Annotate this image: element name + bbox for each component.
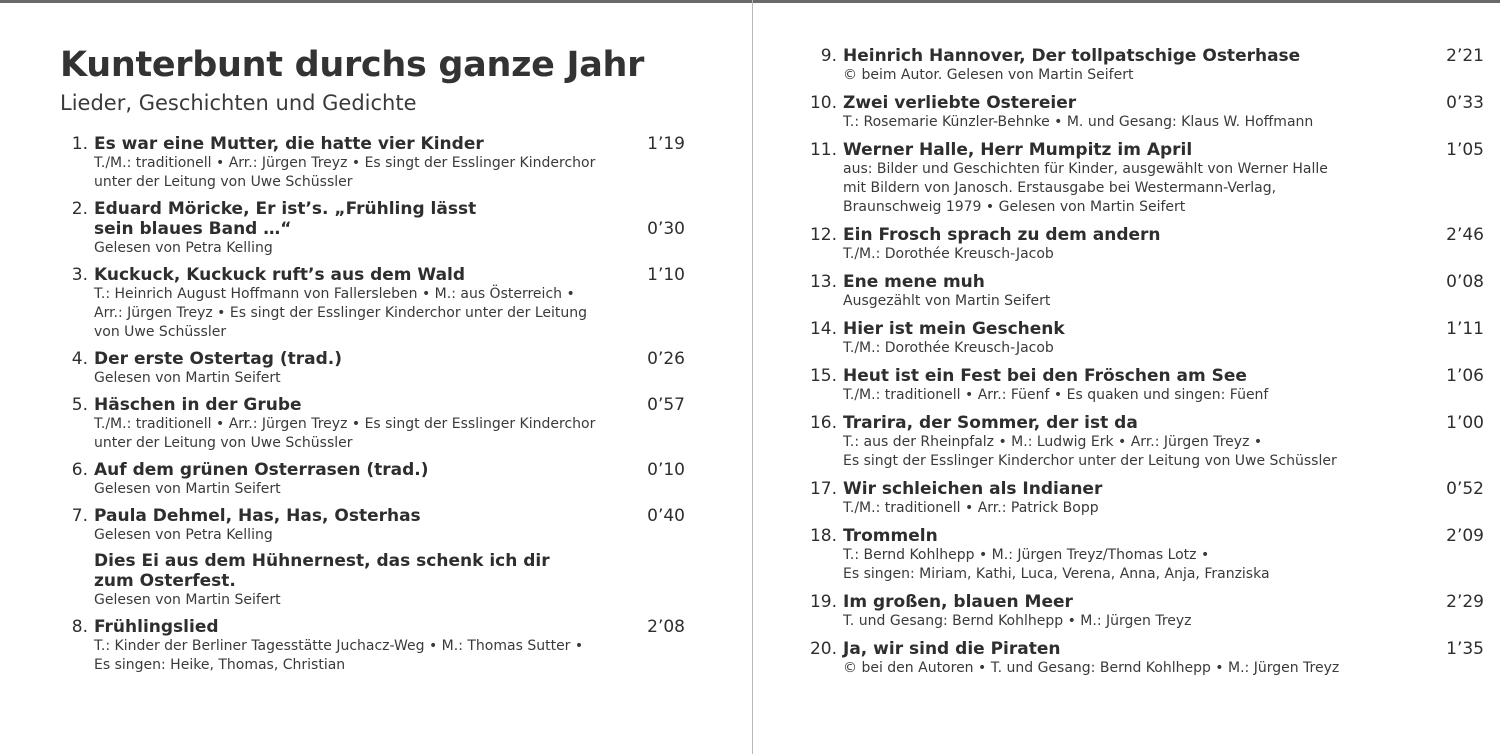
track-number: 1. [71, 134, 88, 154]
sub-entry-title: Dies Ei aus dem Hühnernest, das schenk ich dir zum Osterfest. [94, 551, 550, 591]
track-credits: © bei den Autoren • T. und Gesang: Bernd Kohlhepp • M.: Jürgen Treyz [843, 660, 1340, 676]
track-duration: 2’08 [647, 617, 685, 637]
track-duration: 1’35 [1446, 639, 1484, 659]
track-title: Häschen in der Grube [94, 395, 302, 415]
track-number: 10. [809, 93, 837, 113]
track-number: 2. [71, 199, 88, 219]
track-item [60, 349, 685, 388]
track-item [60, 134, 685, 192]
track-duration: 2’29 [1446, 592, 1484, 612]
track-item [60, 395, 685, 453]
track-item [804, 140, 1484, 217]
track-number: 7. [71, 506, 88, 526]
track-credits: T. und Gesang: Bernd Kohlhepp • M.: Jürgen Treyz [843, 613, 1192, 629]
track-credits: T./M.: traditionell • Arr.: Füenf • Es quaken und singen: Füenf [843, 387, 1269, 403]
track-title: Heut ist ein Fest bei den Fröschen am See [843, 366, 1247, 386]
track-duration: 0’40 [647, 506, 685, 526]
track-number: 8. [71, 617, 88, 637]
track-item [60, 199, 685, 258]
track-credits: T./M.: traditionell • Arr.: Jürgen Treyz • Es singt der Esslinger Kinderchor unter der Leitung von Uwe Schüssler [94, 155, 596, 190]
track-credits: aus: Bilder und Geschichten für Kinder, ausgewählt von Werner Halle mit Bildern von Janosch. Erstausgabe bei Westermann-Verlag, Braunschweig 1979 • Gelesen von Martin Seifert [843, 161, 1328, 215]
track-duration: 1’10 [647, 265, 685, 285]
track-credits: T./M.: traditionell • Arr.: Jürgen Treyz • Es singt der Esslinger Kinderchor unter der Leitung von Uwe Schüssler [94, 416, 596, 451]
track-title: Trarira, der Sommer, der ist da [843, 413, 1138, 433]
track-title: Paula Dehmel, Has, Has, Osterhas [94, 506, 421, 526]
track-item [60, 506, 685, 610]
track-title: Werner Halle, Herr Mumpitz im April [843, 140, 1193, 160]
track-duration: 0’57 [647, 395, 685, 415]
track-sub-entry [94, 551, 685, 610]
track-number: 9. [820, 46, 837, 66]
track-number: 4. [71, 349, 88, 369]
track-title: Ja, wir sind die Piraten [843, 639, 1061, 659]
track-number: 18. [809, 526, 837, 546]
track-number: 11. [809, 140, 837, 160]
sub-entry-credits: Gelesen von Martin Seifert [94, 592, 281, 608]
track-credits: Gelesen von Martin Seifert [94, 481, 281, 497]
track-duration: 1’19 [647, 134, 685, 154]
track-title: Zwei verliebte Ostereier [843, 93, 1077, 113]
track-number: 6. [71, 460, 88, 480]
track-duration: 2’09 [1446, 526, 1484, 546]
track-credits: T.: Kinder der Berliner Tagesstätte Juchacz-Weg • M.: Thomas Sutter • Es singen: Heike, Thomas, Christian [94, 638, 584, 673]
track-duration: 0’10 [647, 460, 685, 480]
track-title: Frühlingslied [94, 617, 219, 637]
track-number: 15. [809, 366, 837, 386]
track-title: Im großen, blauen Meer [843, 592, 1073, 612]
track-credits: T.: Bernd Kohlhepp • M.: Jürgen Treyz/Thomas Lotz • Es singen: Miriam, Kathi, Luca, Verena, Anna, Anja, Franziska [843, 547, 1270, 582]
track-credits: T./M.: traditionell • Arr.: Patrick Bopp [843, 500, 1099, 516]
right-panel [752, 0, 1500, 754]
track-item [804, 225, 1484, 264]
track-item [804, 366, 1484, 405]
track-title: Der erste Ostertag (trad.) [94, 349, 342, 369]
track-item [804, 413, 1484, 471]
track-item [804, 93, 1484, 132]
track-number: 20. [809, 639, 837, 659]
track-item [804, 272, 1484, 311]
track-number: 14. [809, 319, 837, 339]
track-credits: T./M.: Dorothée Kreusch-Jacob [843, 246, 1054, 262]
track-item [804, 639, 1484, 678]
track-title: Eduard Möricke, Er ist’s. „Frühling lässt sein blaues Band …“ [94, 199, 477, 239]
track-duration: 1’06 [1446, 366, 1484, 386]
track-duration: 2’21 [1446, 46, 1484, 66]
track-number: 3. [71, 265, 88, 285]
tracklist-right [804, 46, 1484, 686]
track-title: Heinrich Hannover, Der tollpatschige Osterhase [843, 46, 1301, 66]
track-item [804, 46, 1484, 85]
track-credits: T.: Rosemarie Künzler-Behnke • M. und Gesang: Klaus W. Hoffmann [843, 114, 1314, 130]
track-duration: 0’52 [1446, 479, 1484, 499]
track-item [804, 479, 1484, 518]
track-credits: Ausgezählt von Martin Seifert [843, 293, 1051, 309]
track-number: 17. [809, 479, 837, 499]
track-duration: 1’05 [1446, 140, 1484, 160]
track-title: Ene mene muh [843, 272, 985, 292]
track-number: 13. [809, 272, 837, 292]
track-title: Es war eine Mutter, die hatte vier Kinder [94, 134, 484, 154]
track-credits: Gelesen von Petra Kelling [94, 240, 273, 256]
track-credits: T.: aus der Rheinpfalz • M.: Ludwig Erk • Arr.: Jürgen Treyz • Es singt der Esslinger Kinderchor unter der Leitung von Uwe Schüssler [843, 434, 1337, 469]
track-title: Kuckuck, Kuckuck ruft’s aus dem Wald [94, 265, 466, 285]
track-number: 19. [809, 592, 837, 612]
track-duration: 0’08 [1446, 272, 1484, 292]
track-number: 5. [71, 395, 88, 415]
track-duration: 0’33 [1446, 93, 1484, 113]
track-credits: T.: Heinrich August Hoffmann von Fallersleben • M.: aus Österreich • Arr.: Jürgen Treyz • Es singt der Esslinger Kinderchor unter der Leitung von Uwe Schüssler [94, 286, 588, 340]
track-title: Wir schleichen als Indianer [843, 479, 1103, 499]
track-item [60, 617, 685, 675]
track-credits: © beim Autor. Gelesen von Martin Seifert [843, 67, 1134, 83]
track-duration: 0’30 [647, 219, 685, 239]
track-duration: 0’26 [647, 349, 685, 369]
page-title: Kunterbunt durchs ganze Jahr [60, 45, 645, 85]
track-item [804, 319, 1484, 358]
track-title: Ein Frosch sprach zu dem andern [843, 225, 1161, 245]
track-number: 16. [809, 413, 837, 433]
track-credits: Gelesen von Petra Kelling [94, 527, 273, 543]
track-credits: Gelesen von Martin Seifert [94, 370, 281, 386]
track-credits: T./M.: Dorothée Kreusch-Jacob [843, 340, 1054, 356]
track-title: Trommeln [843, 526, 938, 546]
track-item [804, 526, 1484, 584]
track-item [804, 592, 1484, 631]
track-title: Hier ist mein Geschenk [843, 319, 1065, 339]
track-item [60, 460, 685, 499]
track-duration: 1’11 [1446, 319, 1484, 339]
track-item [60, 265, 685, 342]
track-number: 12. [809, 225, 837, 245]
track-duration: 2’46 [1446, 225, 1484, 245]
track-duration: 1’00 [1446, 413, 1484, 433]
page-subtitle: Lieder, Geschichten und Gedichte [60, 91, 417, 115]
track-title: Auf dem grünen Osterrasen (trad.) [94, 460, 429, 480]
tracklist-left [60, 134, 685, 682]
